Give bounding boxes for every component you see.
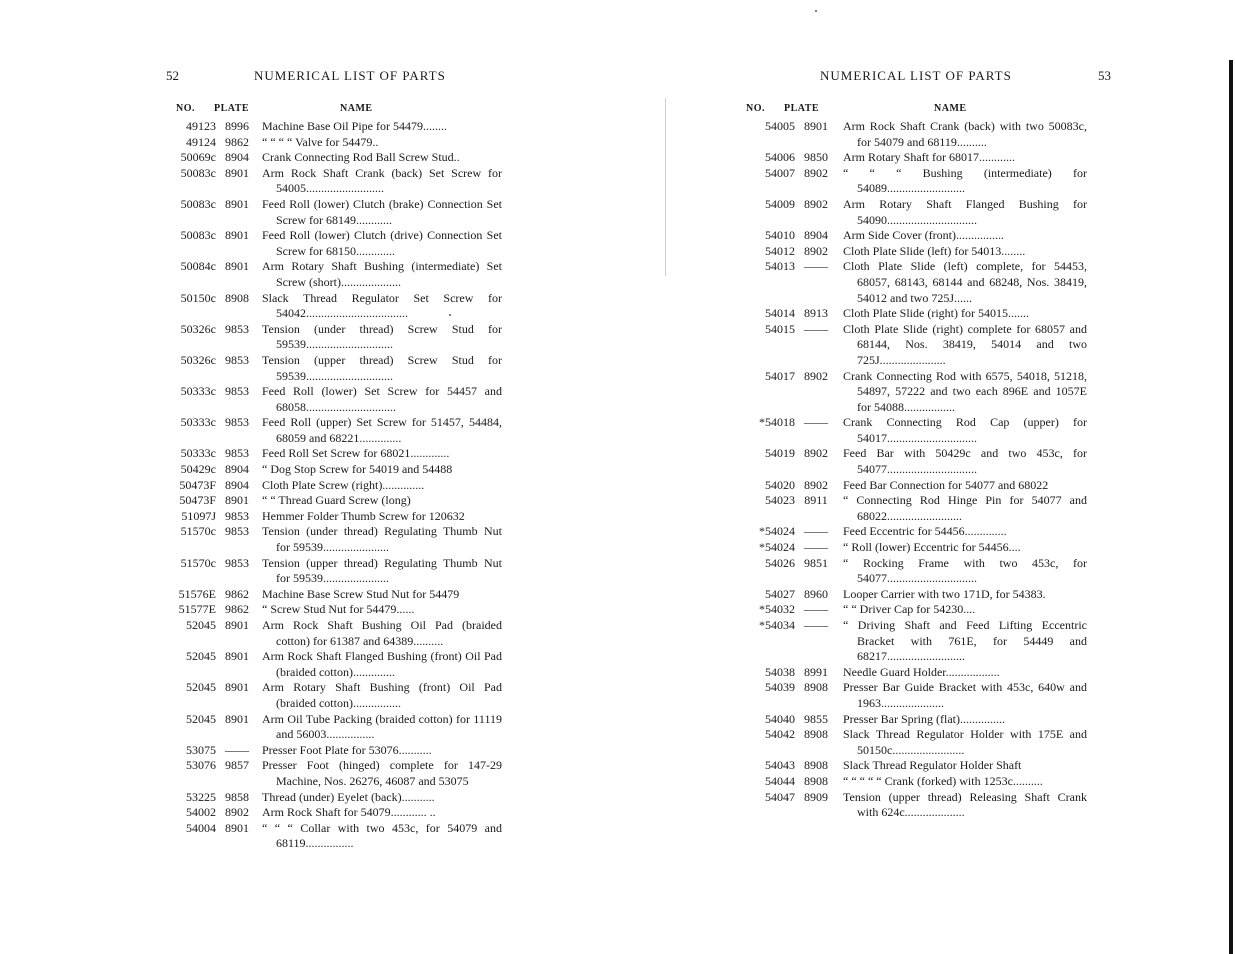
table-row — [170, 493, 502, 509]
part-name: Feed Roll (lower) Set Screw for 54457 and 68058.............................. — [262, 384, 502, 414]
page-number: 53 — [1098, 68, 1111, 83]
table-row — [736, 415, 1087, 446]
table-row — [170, 509, 502, 525]
table-row — [170, 259, 502, 290]
table-row — [736, 259, 1087, 306]
part-number: 53075 — [186, 742, 216, 757]
plate-number: 8901 — [225, 618, 249, 632]
table-row — [170, 712, 502, 743]
part-number: 50333c — [180, 415, 216, 430]
plate-number: 8901 — [225, 649, 249, 664]
part-name: Arm Rock Shaft Crank (back) Set Screw for 54005.......................... — [262, 165, 502, 196]
table-row — [736, 150, 1087, 166]
part-name: Presser Bar Spring (flat)............... — [843, 711, 1005, 726]
plate-number: —— — [804, 524, 828, 539]
part-number: 54039 — [765, 680, 795, 695]
part-number: 49123 — [186, 119, 216, 133]
table-row — [170, 478, 502, 494]
part-name: Thread (under) Eyelet (back)........... — [262, 789, 435, 804]
table-row — [736, 602, 1087, 618]
column-header-plate: PLATE — [214, 103, 250, 114]
table-row — [736, 524, 1087, 540]
table-row — [170, 353, 502, 384]
table-row — [736, 322, 1087, 369]
part-number: 50473F — [179, 477, 216, 492]
table-row — [170, 197, 502, 228]
page-title: NUMERICAL LIST OF PARTS — [820, 68, 1012, 83]
part-name: Tension (upper thread) Releasing Shaft Crank with 624c.................... — [843, 789, 1087, 820]
plate-number: 8909 — [804, 789, 828, 804]
part-number: 54043 — [765, 758, 795, 773]
part-number: 54044 — [765, 773, 795, 788]
part-number: 54020 — [765, 477, 795, 492]
part-number: 54005 — [765, 119, 795, 133]
part-name: “ Dog Stop Screw for 54019 and 54488 — [262, 462, 453, 477]
plate-number: 8901 — [804, 119, 828, 133]
table-row — [170, 556, 502, 587]
plate-number: —— — [804, 540, 828, 555]
part-number: 54002 — [186, 805, 216, 820]
table-row — [736, 119, 1087, 150]
plate-number: 8908 — [804, 773, 828, 788]
plate-number: 8913 — [804, 306, 828, 321]
part-number: 53076 — [186, 758, 216, 773]
part-number: 54026 — [765, 555, 795, 570]
plate-number: 9855 — [804, 711, 828, 726]
plate-number: 9853 — [225, 352, 249, 367]
plate-number: —— — [804, 259, 828, 274]
table-row — [736, 228, 1087, 244]
part-name: Needle Guard Holder.................. — [843, 664, 1000, 679]
part-name: Feed Roll (lower) Clutch (drive) Connection Set Screw for 68150............. — [262, 228, 502, 258]
part-name: Arm Rock Shaft for 54079............ .. — [262, 805, 436, 820]
table-row — [170, 166, 502, 197]
part-name: “ “ “ “ “ Crank (forked) with 1253c.......... — [843, 773, 1043, 788]
plate-number: 8904 — [225, 477, 249, 492]
part-number: 54013 — [765, 259, 795, 274]
part-number: *54024 — [759, 540, 795, 555]
part-name: Tension (upper thread) Regulating Thumb Nut for 59539...................... — [262, 555, 502, 586]
plate-number: 8901 — [225, 196, 249, 211]
part-name: “ “ Thread Guard Screw (long) — [262, 493, 411, 508]
table-row — [736, 556, 1087, 587]
part-name: Feed Roll (lower) Clutch (brake) Connection Set Screw for 68149............ — [262, 196, 502, 227]
part-number: *54032 — [759, 602, 795, 617]
part-name: Arm Rotary Shaft for 68017............ — [843, 150, 1015, 165]
plate-number: 9862 — [225, 586, 249, 601]
page-number: 52 — [166, 68, 179, 83]
part-number: *54024 — [759, 524, 795, 539]
table-row — [170, 446, 502, 462]
plate-number: 8904 — [225, 150, 249, 165]
plate-number: 8904 — [804, 228, 828, 243]
part-name: Slack Thread Regulator Holder Shaft — [843, 758, 1022, 773]
part-number: 54012 — [765, 243, 795, 258]
table-row — [736, 618, 1087, 665]
plate-number: 9857 — [225, 758, 249, 773]
part-number: 54019 — [765, 446, 795, 461]
part-name: Crank Connecting Rod Ball Screw Stud.. — [262, 150, 460, 165]
right-page — [618, 0, 1235, 954]
plate-number: 9853 — [225, 384, 249, 399]
plate-number: 8902 — [804, 446, 828, 461]
part-name: “ Driving Shaft and Feed Lifting Eccentric Bracket with 761E, for 54449 and 68217.......................... — [843, 618, 1087, 664]
plate-number: 8901 — [225, 820, 249, 835]
part-name: “ Screw Stud Nut for 54479...... — [262, 602, 415, 617]
part-number: 50083c — [180, 196, 216, 211]
part-name: “ “ “ “ Valve for 54479.. — [262, 134, 379, 149]
part-name: Slack Thread Regulator Set Screw for 54042.................................. — [262, 290, 502, 321]
part-number: 52045 — [186, 618, 216, 632]
part-name: Presser Bar Guide Bracket with 453c, 640w and 1963..................... — [843, 680, 1087, 710]
part-name: Presser Foot (hinged) complete for 147-29 Machine, Nos. 26276, 46087 and 53075 — [262, 758, 502, 788]
plate-number: 8908 — [804, 758, 828, 773]
plate-number: 8902 — [804, 165, 828, 180]
table-row — [170, 150, 502, 166]
part-name: Slack Thread Regulator Holder with 175E and 50150c........................ — [843, 727, 1087, 757]
part-name: Arm Rotary Shaft Bushing (intermediate) Set Screw (short).................... — [262, 259, 502, 289]
plate-number: 8901 — [225, 165, 249, 180]
plate-number: 8901 — [225, 259, 249, 274]
part-name: Machine Base Screw Stud Nut for 54479 — [262, 586, 460, 601]
plate-number: 9858 — [225, 789, 249, 804]
table-row — [736, 306, 1087, 322]
part-number: 54040 — [765, 711, 795, 726]
table-row — [736, 758, 1087, 774]
part-number: 50429c — [180, 462, 216, 477]
part-number: 52045 — [186, 711, 216, 726]
plate-number: 8996 — [225, 119, 249, 133]
part-name: “ Rocking Frame with two 453c, for 54077.............................. — [843, 555, 1087, 586]
part-number: 50084c — [180, 259, 216, 274]
part-number: 54010 — [765, 228, 795, 243]
plate-number: —— — [225, 742, 249, 757]
part-number: 51577E — [178, 602, 216, 617]
part-number: 54009 — [765, 196, 795, 211]
part-name: Presser Foot Plate for 53076........... — [262, 742, 432, 757]
part-number: *54034 — [759, 618, 795, 632]
plate-number: 8901 — [225, 228, 249, 243]
table-row — [170, 462, 502, 478]
part-number: 54047 — [765, 789, 795, 804]
plate-number: 8902 — [225, 805, 249, 820]
table-row — [736, 587, 1087, 603]
part-number: 52045 — [186, 680, 216, 695]
table-row — [736, 369, 1087, 416]
part-number: 54042 — [765, 727, 795, 742]
part-number: 54004 — [186, 820, 216, 835]
table-row — [170, 322, 502, 353]
part-number: 50069c — [180, 150, 216, 165]
part-name: Arm Side Cover (front)................ — [843, 228, 1004, 243]
plate-number: 9853 — [225, 321, 249, 336]
column-header-plate: PLATE — [784, 103, 820, 114]
table-row — [170, 805, 502, 821]
table-row — [170, 384, 502, 415]
table-row — [736, 197, 1087, 228]
column-header-name: NAME — [934, 103, 967, 114]
plate-number: —— — [804, 415, 828, 430]
table-row — [170, 821, 502, 852]
scan-speck — [815, 10, 817, 12]
part-name: Feed Bar Connection for 54077 and 68022 — [843, 477, 1049, 492]
part-name: “ “ Driver Cap for 54230.... — [843, 602, 976, 617]
table-row — [170, 680, 502, 711]
part-number: 50473F — [179, 493, 216, 508]
part-name: Arm Rotary Shaft Flanged Bushing for 54090.............................. — [843, 196, 1087, 227]
part-name: Tension (under thread) Screw Stud for 59539............................. — [262, 321, 502, 352]
part-number: 52045 — [186, 649, 216, 664]
part-number: 50333c — [180, 384, 216, 399]
table-row — [736, 244, 1087, 260]
part-name: Machine Base Oil Pipe for 54479........ — [262, 119, 447, 133]
table-row — [170, 649, 502, 680]
plate-number: 8908 — [804, 727, 828, 742]
plate-number: 8991 — [804, 664, 828, 679]
plate-number: 9853 — [225, 524, 249, 539]
table-row — [736, 478, 1087, 494]
part-name: Feed Roll (upper) Set Screw for 51457, 54484, 68059 and 68221.............. — [262, 415, 502, 445]
part-name: Cloth Plate Slide (right) complete for 68057 and 68144, Nos. 38419, 54014 and two 725J...................... — [843, 321, 1087, 367]
plate-number: —— — [804, 321, 828, 336]
part-number: *54018 — [759, 415, 795, 430]
part-name: Looper Carrier with two 171D, for 54383. — [843, 586, 1046, 601]
part-number: 54027 — [765, 586, 795, 601]
table-row — [736, 665, 1087, 681]
part-number: 51570c — [180, 555, 216, 570]
plate-number: 9862 — [225, 602, 249, 617]
part-name: “ “ “ Bushing (intermediate) for 54089.......................... — [843, 165, 1087, 196]
part-number: 54023 — [765, 493, 795, 508]
table-row — [736, 727, 1087, 758]
table-row — [170, 618, 502, 649]
table-row — [170, 743, 502, 759]
part-name: Feed Eccentric for 54456.............. — [843, 524, 1007, 539]
table-row — [736, 790, 1087, 821]
part-number: 54038 — [765, 664, 795, 679]
column-header-no: NO. — [176, 103, 195, 114]
plate-number: —— — [804, 618, 828, 632]
table-row — [736, 446, 1087, 477]
part-number: 50083c — [180, 165, 216, 180]
table-row — [170, 587, 502, 603]
scan-speck — [449, 314, 451, 316]
table-row — [736, 680, 1087, 711]
scan-edge — [1229, 60, 1233, 954]
plate-number: 8902 — [804, 243, 828, 258]
column-header-no: NO. — [746, 103, 765, 114]
table-row — [170, 602, 502, 618]
part-number: 49124 — [186, 134, 216, 149]
part-name: Feed Bar with 50429c and two 453c, for 54077.............................. — [843, 446, 1087, 477]
plate-number: 9851 — [804, 555, 828, 570]
part-name: Arm Rock Shaft Flanged Bushing (front) Oil Pad (braided cotton).............. — [262, 649, 502, 679]
part-name: Crank Connecting Rod with 6575, 54018, 51218, 54897, 57222 and two each 896E and 1057E for 54088................. — [843, 368, 1087, 414]
table-row — [170, 119, 502, 135]
table-row — [170, 758, 502, 789]
plate-number: 8901 — [225, 711, 249, 726]
plate-number: 8901 — [225, 680, 249, 695]
part-number: 54006 — [765, 150, 795, 165]
table-row — [170, 524, 502, 555]
part-name: Feed Roll Set Screw for 68021............. — [262, 446, 450, 461]
part-name: “ Roll (lower) Eccentric for 54456.... — [843, 540, 1021, 555]
plate-number: 9862 — [225, 134, 249, 149]
plate-number: 8908 — [225, 290, 249, 305]
part-name: Arm Rock Shaft Bushing Oil Pad (braided cotton) for 61387 and 64389.......... — [262, 618, 502, 648]
plate-number: 9853 — [225, 446, 249, 461]
plate-number: 8908 — [804, 680, 828, 695]
plate-number: 8902 — [804, 368, 828, 383]
plate-number: 8902 — [804, 196, 828, 211]
table-row — [736, 774, 1087, 790]
part-number: 51097J — [181, 508, 216, 523]
part-name: Arm Rotary Shaft Bushing (front) Oil Pad (braided cotton)................ — [262, 680, 502, 710]
table-row — [736, 540, 1087, 556]
part-name: Arm Oil Tube Packing (braided cotton) for 11119 and 56003................ — [262, 711, 502, 742]
plate-number: 9853 — [225, 415, 249, 430]
column-header-name: NAME — [340, 103, 373, 114]
part-number: 54007 — [765, 165, 795, 180]
table-row — [170, 135, 502, 151]
table-row — [170, 291, 502, 322]
part-name: Tension (under thread) Regulating Thumb Nut for 59539...................... — [262, 524, 502, 555]
part-name: Tension (upper thread) Screw Stud for 59539............................. — [262, 352, 502, 383]
part-name: Crank Connecting Rod Cap (upper) for 54017.............................. — [843, 415, 1087, 445]
plate-number: 9850 — [804, 150, 828, 165]
part-name: “ Connecting Rod Hinge Pin for 54077 and 68022......................... — [843, 493, 1087, 523]
plate-number: 8960 — [804, 586, 828, 601]
part-number: 54014 — [765, 306, 795, 321]
plate-number: 9853 — [225, 508, 249, 523]
part-name: Arm Rock Shaft Crank (back) with two 50083c, for 54079 and 68119.......... — [843, 119, 1087, 149]
plate-number: —— — [804, 602, 828, 617]
part-number: 50333c — [180, 446, 216, 461]
part-number: 53225 — [186, 789, 216, 804]
plate-number: 8911 — [804, 493, 828, 508]
parts-list — [736, 119, 1087, 821]
table-row — [170, 228, 502, 259]
plate-number: 8901 — [225, 493, 249, 508]
part-number: 51576E — [178, 586, 216, 601]
parts-list — [170, 119, 502, 852]
part-name: Cloth Plate Screw (right).............. — [262, 477, 425, 492]
part-number: 50150c — [180, 290, 216, 305]
page-title: NUMERICAL LIST OF PARTS — [254, 68, 446, 83]
part-number: 54017 — [765, 368, 795, 383]
part-name: Hemmer Folder Thumb Screw for 120632 — [262, 508, 465, 523]
plate-number: 8904 — [225, 462, 249, 477]
part-number: 54015 — [765, 321, 795, 336]
part-number: 50326c — [180, 352, 216, 367]
part-name: Cloth Plate Slide (right) for 54015....... — [843, 306, 1029, 321]
part-number: 50083c — [180, 228, 216, 243]
table-row — [736, 493, 1087, 524]
part-name: Cloth Plate Slide (left) for 54013........ — [843, 243, 1026, 258]
part-name: “ “ “ Collar with two 453c, for 54079 and 68119................ — [262, 820, 502, 851]
part-number: 51570c — [180, 524, 216, 539]
table-row — [736, 166, 1087, 197]
table-row — [170, 790, 502, 806]
part-name: Cloth Plate Slide (left) complete, for 54453, 68057, 68143, 68144 and 68248, Nos. 38419, 54012 and two 725J...... — [843, 259, 1087, 305]
table-row — [736, 712, 1087, 728]
part-number: 50326c — [180, 321, 216, 336]
plate-number: 8902 — [804, 477, 828, 492]
plate-number: 9853 — [225, 555, 249, 570]
table-row — [170, 415, 502, 446]
